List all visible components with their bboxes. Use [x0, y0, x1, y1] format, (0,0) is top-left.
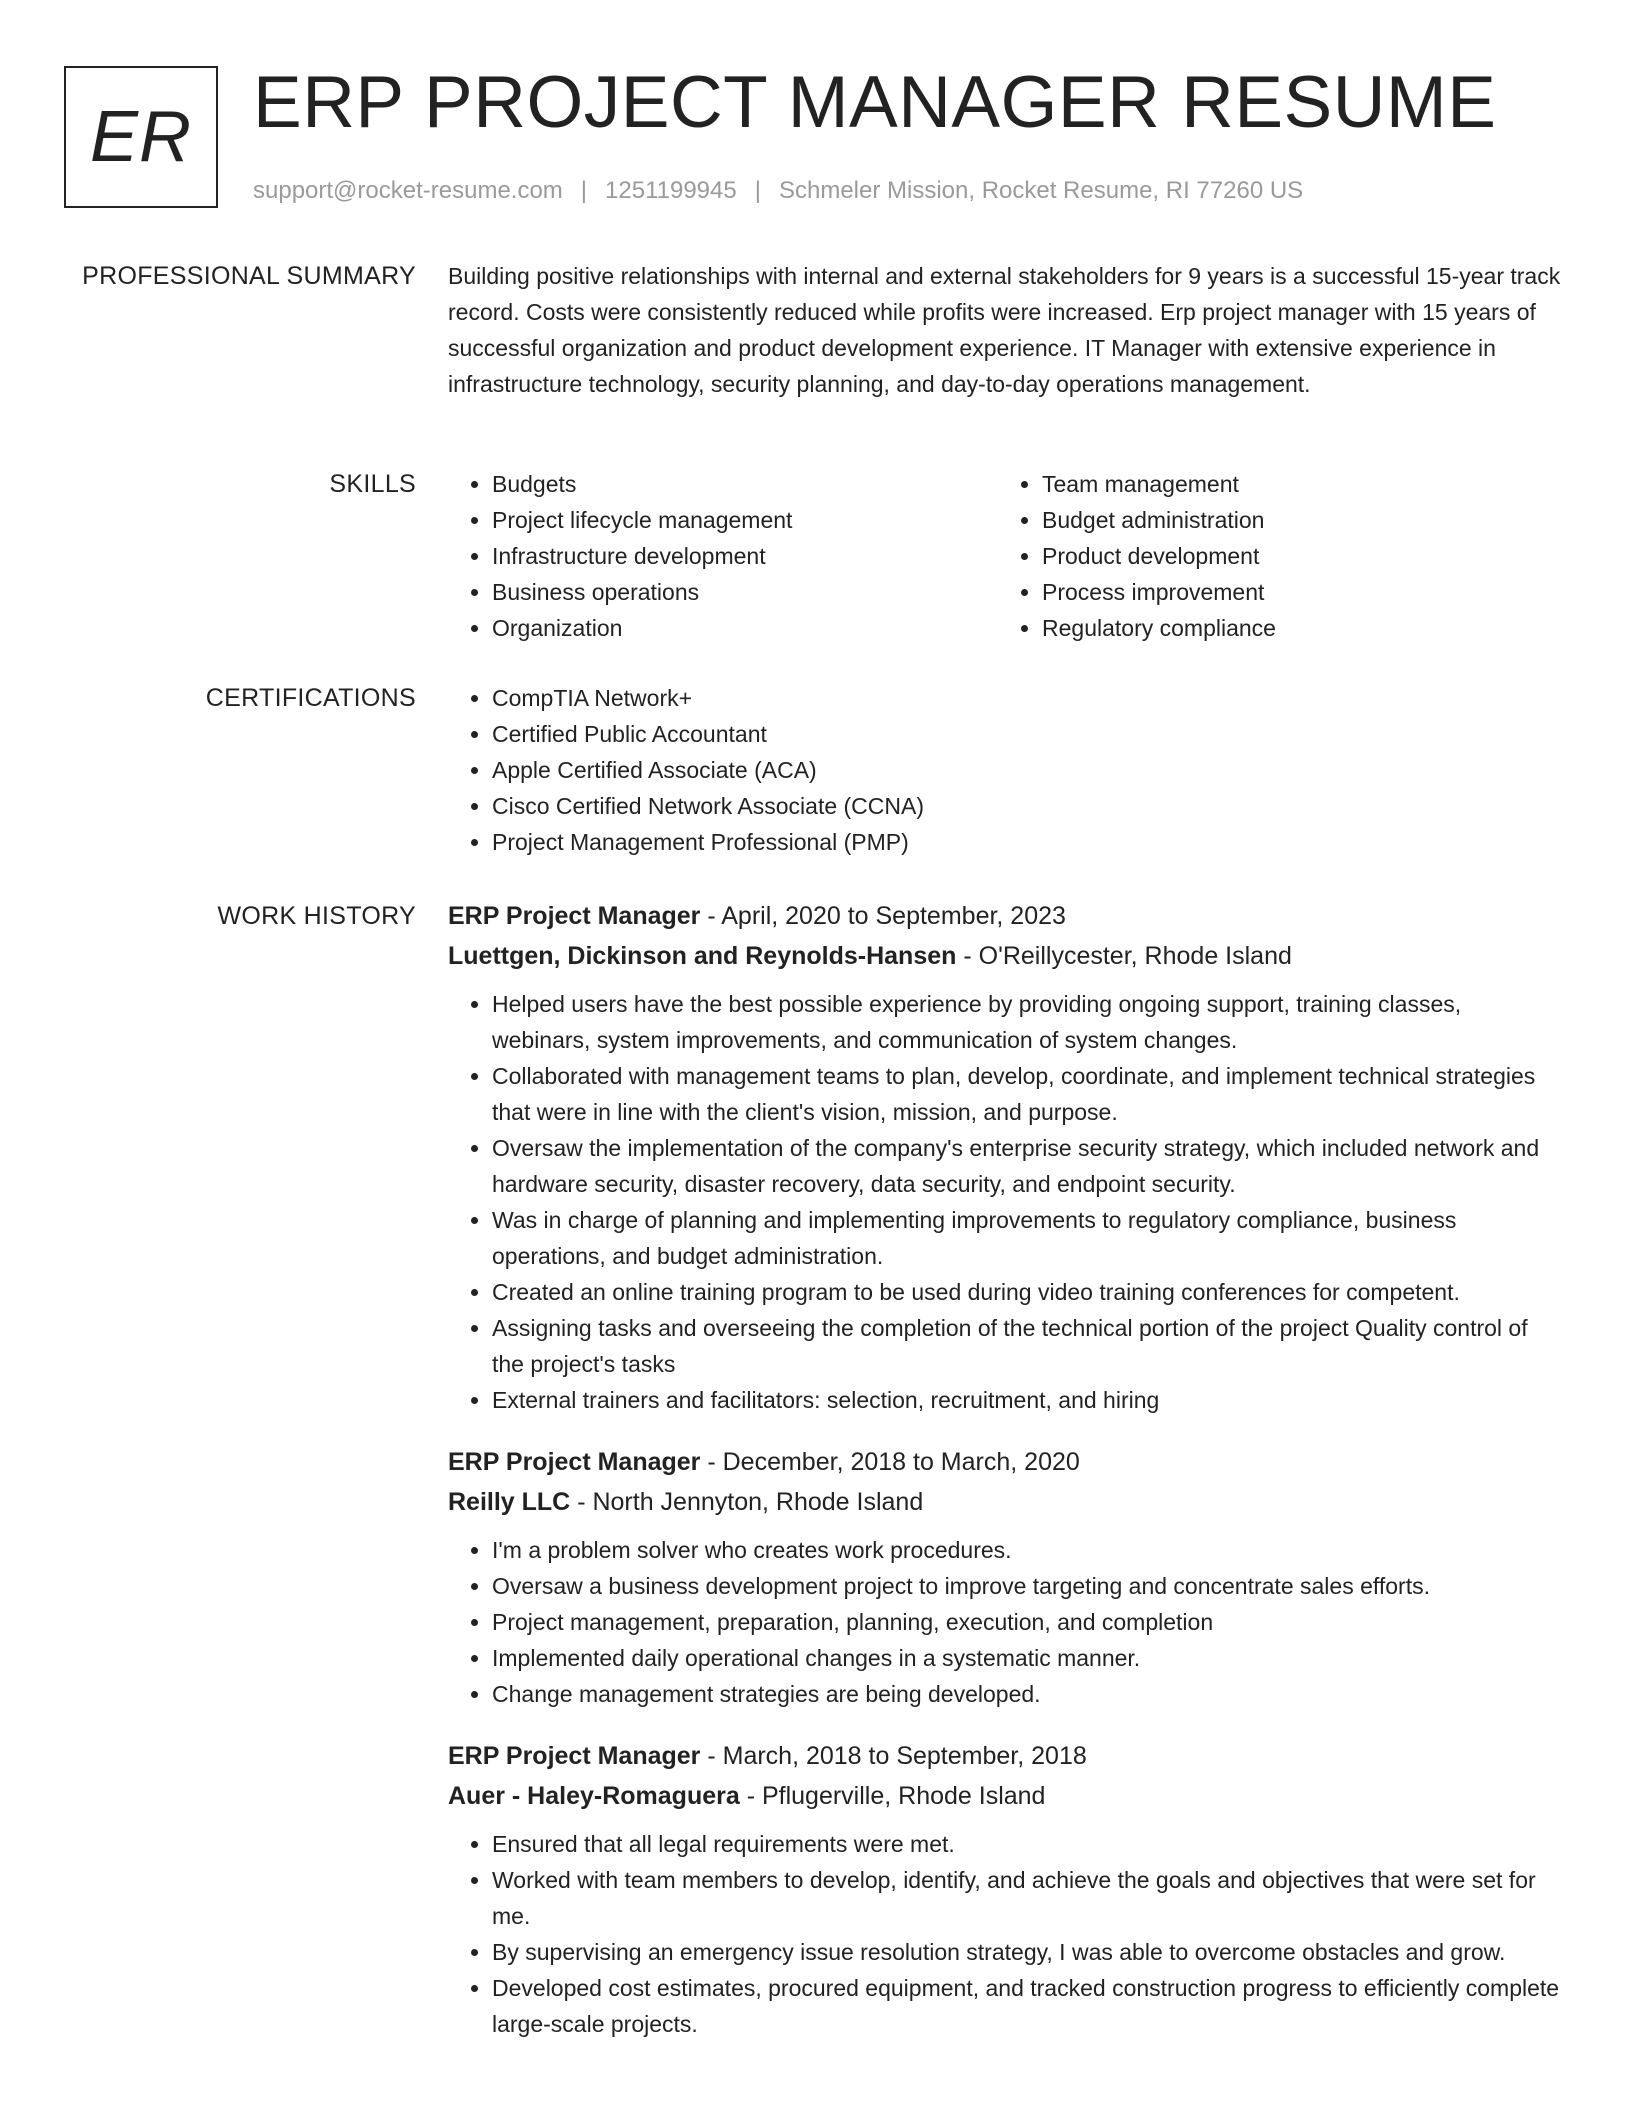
job-title: ERP Project Manager	[448, 1742, 701, 1770]
skills-list-right	[998, 466, 1548, 646]
skills-column-left	[448, 466, 998, 646]
job-dates: - April, 2020 to September, 2023	[700, 902, 1066, 930]
skill-item: • Regulatory compliance	[1042, 610, 1548, 646]
skill-item: • Budgets	[492, 466, 998, 502]
summary-label: PROFESSIONAL SUMMARY	[82, 262, 416, 290]
certification-item: • Certified Public Accountant	[492, 716, 1563, 752]
job-dates: - December, 2018 to March, 2020	[700, 1448, 1080, 1476]
monogram-initials: ER	[89, 97, 193, 177]
job-entry	[448, 1736, 1563, 2042]
job-bullet: • Collaborated with management teams to plan, develop, coordinate, and implement technical strategies that were in line with the client's vision, mission, and purpose.	[492, 1058, 1563, 1130]
job-bullets	[448, 1826, 1563, 2042]
job-company-line	[448, 936, 1563, 976]
certification-item: • Apple Certified Associate (ACA)	[492, 752, 1563, 788]
job-bullet: • Created an online training program to be used during video training conferences for competent.	[492, 1274, 1563, 1310]
job-bullet: • Helped users have the best possible experience by providing ongoing support, training classes, webinars, system improvements, and communication of system changes.	[492, 986, 1563, 1058]
certifications-label: CERTIFICATIONS	[205, 684, 416, 712]
job-title: ERP Project Manager	[448, 1448, 701, 1476]
skills-label: SKILLS	[329, 470, 416, 498]
contact-separator: |	[754, 177, 761, 204]
monogram-box	[64, 66, 218, 208]
job-location: - O'Reillycester, Rhode Island	[956, 942, 1292, 970]
job-bullets	[448, 986, 1563, 1418]
certifications-body	[448, 680, 1563, 860]
skill-item: • Organization	[492, 610, 998, 646]
summary-body	[448, 258, 1563, 402]
skill-item: • Infrastructure development	[492, 538, 998, 574]
job-bullets	[448, 1532, 1563, 1712]
contact-phone: 1251199945	[605, 177, 737, 204]
job-bullet: • Oversaw the implementation of the company's enterprise security strategy, which included network and hardware security, disaster recovery, data security, and endpoint security.	[492, 1130, 1563, 1202]
job-entry	[448, 1442, 1563, 1712]
job-dates: - March, 2018 to September, 2018	[700, 1742, 1087, 1770]
job-company-line	[448, 1776, 1563, 1816]
job-bullet: • Oversaw a business development project to improve targeting and concentrate sales efforts.	[492, 1568, 1563, 1604]
job-company: Reilly LLC	[448, 1488, 571, 1516]
summary-text: Building positive relationships with internal and external stakeholders for 9 years is a successful 15-year track record. Costs were consistently reduced while profits were increased. Erp project manager with 15 years of successful organization and product development experience. IT Manager with extensive experience in infrastructure technology, security planning, and day-to-day operations management.	[448, 263, 1561, 397]
job-bullet: • By supervising an emergency issue resolution strategy, I was able to overcome obstacles and grow.	[492, 1934, 1563, 1970]
job-location: - Pflugerville, Rhode Island	[739, 1782, 1046, 1810]
skill-item: • Business operations	[492, 574, 998, 610]
certification-item: • Project Management Professional (PMP)	[492, 824, 1563, 860]
certification-item: • CompTIA Network+	[492, 680, 1563, 716]
skill-item: • Process improvement	[1042, 574, 1548, 610]
skills-grid	[448, 466, 1563, 646]
job-bullet: • Implemented daily operational changes in a systematic manner.	[492, 1640, 1563, 1676]
skill-item: • Budget administration	[1042, 502, 1548, 538]
job-entry	[448, 896, 1563, 1418]
skills-column-right	[998, 466, 1548, 646]
job-bullet: • Worked with team members to develop, identify, and achieve the goals and objectives that were set for me.	[492, 1862, 1563, 1934]
job-bullet: • External trainers and facilitators: selection, recruitment, and hiring	[492, 1382, 1563, 1418]
skill-item: • Product development	[1042, 538, 1548, 574]
certification-item: • Cisco Certified Network Associate (CCNA)	[492, 788, 1563, 824]
job-title-line	[448, 1736, 1563, 1776]
job-bullet: • Developed cost estimates, procured equipment, and tracked construction progress to efficiently complete large-scale projects.	[492, 1970, 1563, 2042]
skills-body	[448, 466, 1563, 646]
job-title-line	[448, 896, 1563, 936]
contact-address: Schmeler Mission, Rocket Resume, RI 77260 US	[778, 177, 1304, 204]
job-bullet: • Change management strategies are being developed.	[492, 1676, 1563, 1712]
job-company: Luettgen, Dickinson and Reynolds-Hansen	[448, 942, 957, 970]
skill-item: • Team management	[1042, 466, 1548, 502]
job-bullet: • Ensured that all legal requirements were met.	[492, 1826, 1563, 1862]
job-title: ERP Project Manager	[448, 902, 701, 930]
work-history-body	[448, 896, 1563, 2066]
job-bullet: • Project management, preparation, planning, execution, and completion	[492, 1604, 1563, 1640]
contact-separator: |	[580, 177, 588, 204]
contact-line	[253, 174, 1303, 208]
job-title-line	[448, 1442, 1563, 1482]
skill-item: • Project lifecycle management	[492, 502, 998, 538]
contact-email: support@rocket-resume.com	[253, 177, 563, 204]
job-location: - North Jennyton, Rhode Island	[570, 1488, 924, 1516]
resume-title: ERP PROJECT MANAGER RESUME	[253, 62, 1497, 143]
job-bullet: • Assigning tasks and overseeing the completion of the technical portion of the project Quality control of the project's tasks	[492, 1310, 1563, 1382]
work-history-label: WORK HISTORY	[217, 902, 416, 930]
job-company-line	[448, 1482, 1563, 1522]
certifications-list	[448, 680, 1563, 860]
job-bullet: • I'm a problem solver who creates work procedures.	[492, 1532, 1563, 1568]
job-bullet: • Was in charge of planning and implementing improvements to regulatory compliance, business operations, and budget administration.	[492, 1202, 1563, 1274]
job-company: Auer - Haley-Romaguera	[448, 1782, 740, 1810]
skills-list-left	[448, 466, 998, 646]
